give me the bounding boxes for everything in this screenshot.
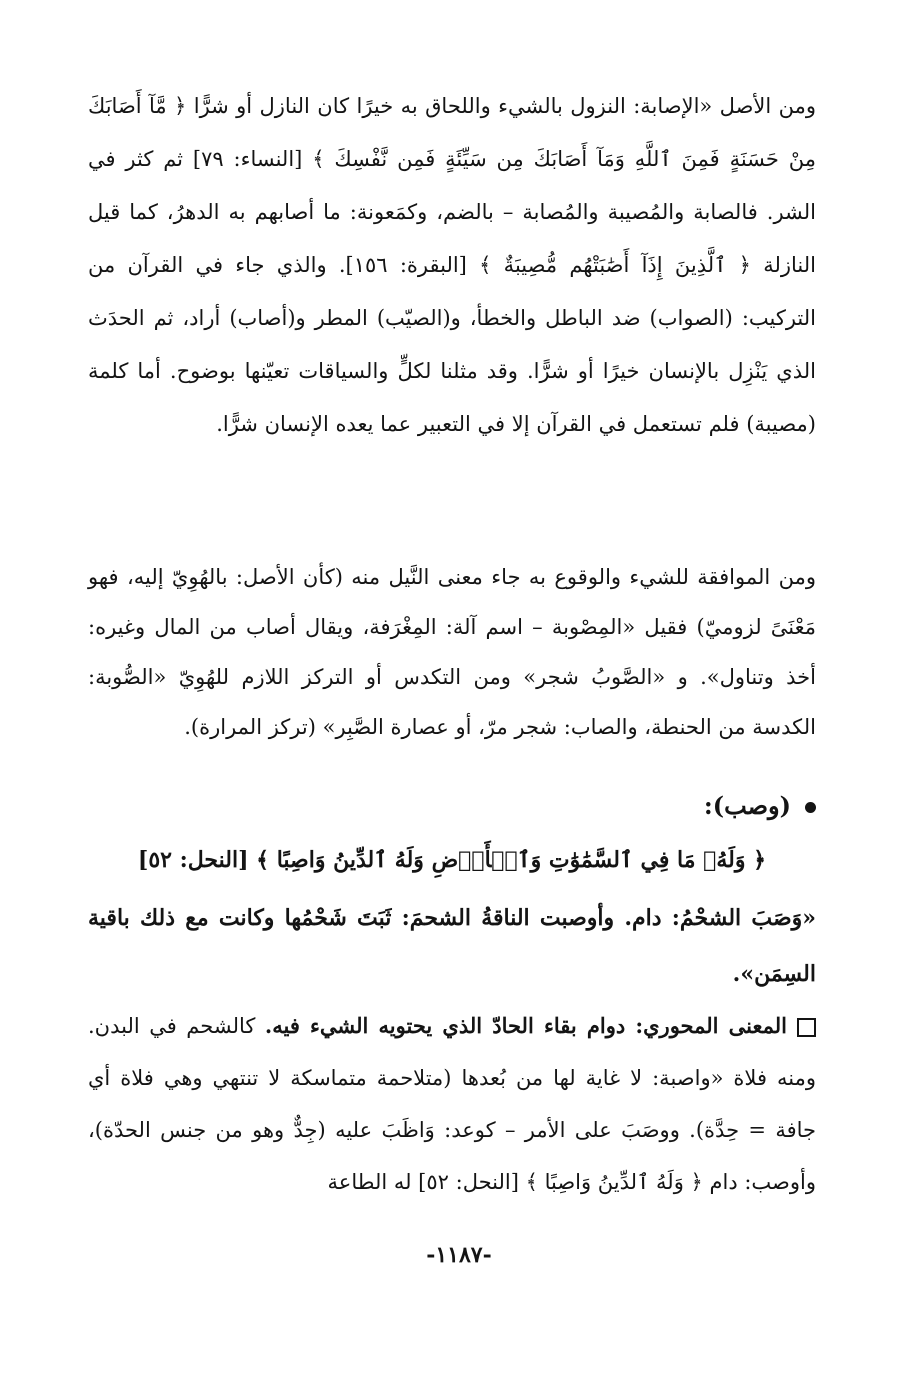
paragraph-muwafaqa: ومن الموافقة للشيء والوقوع به جاء معنى النَّيل منه (كأن الأصل: بالهُوِيّ إليه، فهو مَعْنَىً لزوميّ) فقيل «المِصْوبة – اسم آلة: المِغْرَفة، ويقال أصاب من المال وغيره: أخذ وتناول». و «الصَّوبُ شجر» ومن التكدس أو التركز اللازم للهُوِيّ «الصُّوبة: الكدسة من الحنطة، والصاب: شجر مرّ، أو عصارة الصَّبِر» (تركز المرارة).	[88, 565, 816, 739]
page-number: -١١٨٧-	[426, 1242, 492, 1268]
lexical-definition: «وَصَبَ الشحْمُ: دام. وأوصبت الناقةُ الشحمَ: ثَبَتَ شَحْمُها وكانت مع ذلك باقية السِمَن».	[88, 905, 816, 987]
core-meaning-body: كالشحم في البدن. ومنه فلاة «واصبة: لا غاية لها من بُعدها (متلاحمة متماسكة لا تنتهي وهي فلاة أي جافة = حِدَّة). ووصَبَ على الأمر – كوعد: وَاظَبَ عليه (جِدٌّ وهو من جنس الحدّة)، وأوصب: دام ﴿ وَلَهُ ٱلدِّينُ وَاصِبًا ﴾ [النحل: ٥٢] له الطاعة	[88, 1014, 816, 1194]
bullet-icon	[805, 802, 816, 813]
paragraph-isaba: ومن الأصل «الإصابة: النزول بالشيء واللحاق به خيرًا كان النازل أو شرًّا ﴿ مَّآ أَصَابَكَ مِنْ حَسَنَةٍ فَمِنَ ٱللَّهِ وَمَآ أَصَابَكَ مِن سَيِّئَةٍ فَمِن نَّفْسِكَ ﴾ [النساء: ٧٩] ثم كثر في الشر. فالصابة والمُصيبة والمُصابة – بالضم، وكمَعونة: ما أصابهم به الدهرُ، كما قيل النازلة ﴿ ٱلَّذِينَ إِذَآ أَصَٰبَتْهُم مُّصِيبَةٌ ﴾ [البقرة: ١٥٦]. والذي جاء في القرآن من التركيب: (الصواب) ضد الباطل والخطأ، و(الصيّب) المطر و(أصاب) أراد، ثم الحدَث الذي يَنْزِل بالإنسان خيرًا أو شرًّا. وقد مثلنا لكلٍّ والسياقات تعيّنها بوضوح. أما كلمة (مصيبة) فلم تستعمل في القرآن إلا في التعبير عما يعده الإنسان شرًّا.	[88, 94, 817, 436]
core-meaning-lead: المعنى المحوري: دوام بقاء الحادّ الذي يحتويه الشيء فيه.	[264, 1013, 787, 1038]
quran-verse: ﴿ وَلَهُۥ مَا فِي ٱلسَّمَٰوَٰتِ وَٱلۡأَرۡضِ وَلَهُ ٱلدِّينُ وَاصِبًا ﴾ [النحل: ٥٢]	[137, 847, 767, 873]
entry-heading	[88, 786, 816, 826]
paragraph-core-meaning	[88, 1000, 816, 1208]
entry-heading-text: (وصب):	[703, 791, 791, 820]
square-marker-icon	[797, 1018, 816, 1037]
